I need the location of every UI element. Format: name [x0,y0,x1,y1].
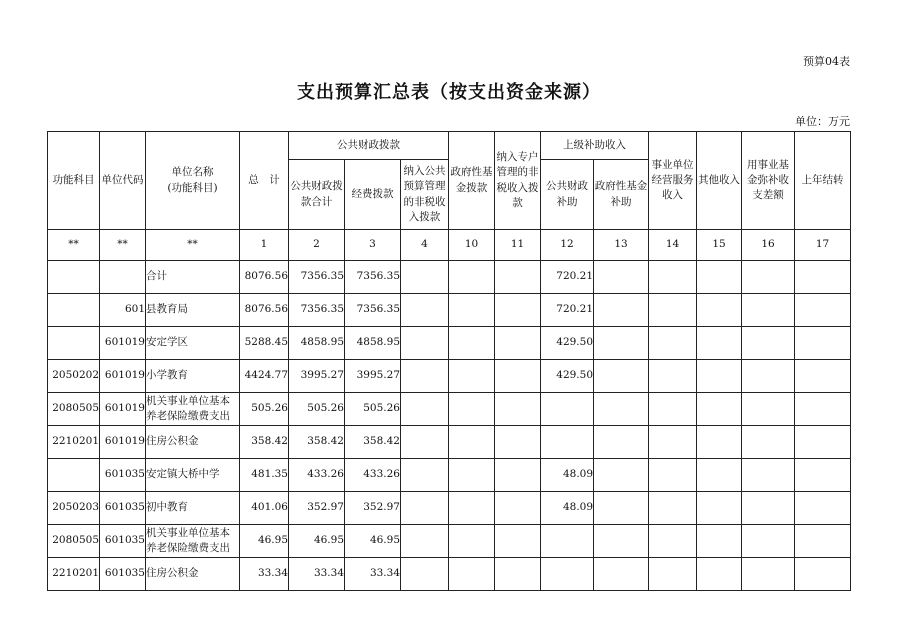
unit-code-cell: 601019 [100,426,146,459]
page-title: 支出预算汇总表（按支出资金来源） [297,82,601,103]
sup-public-cell: 48.09 [541,459,594,492]
gov-fund-cell [449,393,495,426]
func-code-cell [48,327,100,360]
gov-fund-cell [449,525,495,558]
index-row [48,230,851,261]
header-other-income: 其他收入 [697,132,742,230]
gov-fund-cell [449,294,495,327]
reserve-cell [742,492,795,525]
table-row [48,459,851,492]
pf-total-cell: 433.26 [289,459,345,492]
gov-fund-cell [449,426,495,459]
pf-total-cell: 46.95 [289,525,345,558]
other-cell [697,525,742,558]
sup-public-cell [541,525,594,558]
total-cell: 33.34 [240,558,289,591]
reserve-cell [742,426,795,459]
table-row [48,327,851,360]
sup-public-cell: 429.50 [541,327,594,360]
carryover-cell [795,261,851,294]
total-cell: 481.35 [240,459,289,492]
index-cell: ** [48,230,100,261]
func-code-cell: 2050203 [48,492,100,525]
business-cell [649,525,697,558]
carryover-cell [795,393,851,426]
func-code-cell: 2050202 [48,360,100,393]
nontax-special-cell [495,360,541,393]
unit-code-cell: 601035 [100,525,146,558]
total-cell: 5288.45 [240,327,289,360]
table-body [48,230,851,591]
carryover-cell [795,525,851,558]
nontax-special-cell [495,492,541,525]
unit-code-cell [100,261,146,294]
sup-public-cell [541,393,594,426]
unit-code-cell: 601035 [100,558,146,591]
header-total: 总 计 [240,132,289,230]
header-operating: 经费拨款 [345,160,401,230]
header-business-income: 事业单位经营服务收入 [649,132,697,230]
pf-total-cell: 7356.35 [289,294,345,327]
pf-total-cell: 3995.27 [289,360,345,393]
index-cell: 3 [345,230,401,261]
total-cell: 8076.56 [240,261,289,294]
carryover-cell [795,558,851,591]
header-superior-subsidy: 上级补助收入 [541,132,649,160]
nontax-budget-cell [401,393,449,426]
nontax-budget-cell [401,492,449,525]
other-cell [697,426,742,459]
nontax-budget-cell [401,327,449,360]
unit-name-cell: 合计 [146,261,240,294]
unit-code-cell: 601035 [100,459,146,492]
nontax-budget-cell [401,294,449,327]
sup-fund-cell [594,525,649,558]
nontax-budget-cell [401,459,449,492]
table-row [48,360,851,393]
index-cell: 13 [594,230,649,261]
operating-cell: 433.26 [345,459,401,492]
table-row [48,558,851,591]
nontax-special-cell [495,426,541,459]
other-cell [697,327,742,360]
nontax-special-cell [495,327,541,360]
pf-total-cell: 505.26 [289,393,345,426]
reserve-cell [742,558,795,591]
pf-total-cell: 352.97 [289,492,345,525]
business-cell [649,459,697,492]
unit-name-cell: 安定镇大桥中学 [146,459,240,492]
operating-cell: 46.95 [345,525,401,558]
unit-code-cell: 601019 [100,393,146,426]
table-row [48,426,851,459]
operating-cell: 7356.35 [345,294,401,327]
func-code-cell [48,261,100,294]
sup-fund-cell [594,426,649,459]
unit-name-cell: 县教育局 [146,294,240,327]
func-code-cell: 2080505 [48,393,100,426]
sup-fund-cell [594,393,649,426]
index-cell: 10 [449,230,495,261]
business-cell [649,393,697,426]
sup-public-cell: 720.21 [541,261,594,294]
other-cell [697,261,742,294]
sup-public-cell: 429.50 [541,360,594,393]
reserve-cell [742,525,795,558]
nontax-special-cell [495,294,541,327]
total-cell: 401.06 [240,492,289,525]
operating-cell: 33.34 [345,558,401,591]
header-nontax-budget: 纳入公共预算管理的非税收入拨款 [401,160,449,230]
budget-summary-table [47,131,851,591]
header-carryover: 上年结转 [795,132,851,230]
total-cell: 46.95 [240,525,289,558]
carryover-cell [795,426,851,459]
other-cell [697,558,742,591]
business-cell [649,426,697,459]
gov-fund-cell [449,327,495,360]
total-cell: 358.42 [240,426,289,459]
header-unit-name-line1: 单位名称 [171,166,214,179]
unit-name-cell: 机关事业单位基本养老保险缴费支出 [146,393,240,426]
table-row [48,525,851,558]
other-cell [697,360,742,393]
other-cell [697,459,742,492]
sup-fund-cell [594,558,649,591]
table-row [48,492,851,525]
business-cell [649,261,697,294]
sup-fund-cell [594,294,649,327]
sup-public-cell: 48.09 [541,492,594,525]
index-cell: 12 [541,230,594,261]
nontax-budget-cell [401,261,449,294]
nontax-budget-cell [401,426,449,459]
header-gov-fund: 政府性基金拨款 [449,132,495,230]
gov-fund-cell [449,261,495,294]
sup-fund-cell [594,261,649,294]
header-public-finance: 公共财政拨款 [289,132,449,160]
pf-total-cell: 358.42 [289,426,345,459]
other-cell [697,492,742,525]
pf-total-cell: 7356.35 [289,261,345,294]
unit-name-cell: 小学教育 [146,360,240,393]
operating-cell: 352.97 [345,492,401,525]
other-cell [697,393,742,426]
business-cell [649,294,697,327]
index-cell: 1 [240,230,289,261]
sup-fund-cell [594,492,649,525]
operating-cell: 3995.27 [345,360,401,393]
index-cell: 17 [795,230,851,261]
header-unit-name-line2: (功能科目) [167,181,218,194]
pf-total-cell: 33.34 [289,558,345,591]
index-cell: 14 [649,230,697,261]
operating-cell: 7356.35 [345,261,401,294]
reserve-cell [742,393,795,426]
header-nontax-special: 纳入专户管理的非税收入拨款 [495,132,541,230]
index-cell: ** [100,230,146,261]
unit-code-cell: 601019 [100,327,146,360]
header-func-code: 功能科目 [48,132,100,230]
total-cell: 4424.77 [240,360,289,393]
carryover-cell [795,360,851,393]
unit-code-cell: 601 [100,294,146,327]
nontax-special-cell [495,393,541,426]
sup-public-cell [541,426,594,459]
index-cell: 15 [697,230,742,261]
carryover-cell [795,492,851,525]
index-cell: 2 [289,230,345,261]
table-number-label: 预算04表 [803,55,850,68]
unit-code-cell: 601035 [100,492,146,525]
operating-cell: 358.42 [345,426,401,459]
header-unit-code: 单位代码 [100,132,146,230]
unit-name-cell: 安定学区 [146,327,240,360]
carryover-cell [795,459,851,492]
sup-fund-cell [594,327,649,360]
sup-fund-cell [594,459,649,492]
gov-fund-cell [449,459,495,492]
nontax-special-cell [495,459,541,492]
operating-cell: 505.26 [345,393,401,426]
gov-fund-cell [449,558,495,591]
unit-label: 单位：万元 [795,115,850,128]
nontax-budget-cell [401,525,449,558]
carryover-cell [795,294,851,327]
business-cell [649,558,697,591]
gov-fund-cell [449,492,495,525]
sup-fund-cell [594,360,649,393]
reserve-cell [742,294,795,327]
index-cell: 16 [742,230,795,261]
nontax-budget-cell [401,558,449,591]
index-cell: 11 [495,230,541,261]
func-code-cell: 2210201 [48,426,100,459]
func-code-cell: 2210201 [48,558,100,591]
func-code-cell: 2080505 [48,525,100,558]
header-reserve-fund: 用事业基金弥补收支差额 [742,132,795,230]
reserve-cell [742,261,795,294]
func-code-cell [48,294,100,327]
header-sup-fund: 政府性基金补助 [594,160,649,230]
unit-name-cell: 初中教育 [146,492,240,525]
header-sup-public: 公共财政补助 [541,160,594,230]
unit-name-cell: 住房公积金 [146,426,240,459]
nontax-special-cell [495,558,541,591]
table-header [48,132,851,230]
total-cell: 505.26 [240,393,289,426]
func-code-cell [48,459,100,492]
header-unit-name [146,132,240,230]
index-cell: 4 [401,230,449,261]
sup-public-cell: 720.21 [541,294,594,327]
unit-name-cell: 住房公积金 [146,558,240,591]
table-row [48,261,851,294]
nontax-special-cell [495,525,541,558]
table-row [48,393,851,426]
index-cell: ** [146,230,240,261]
total-cell: 8076.56 [240,294,289,327]
other-cell [697,294,742,327]
nontax-special-cell [495,261,541,294]
nontax-budget-cell [401,360,449,393]
operating-cell: 4858.95 [345,327,401,360]
header-pf-total: 公共财政拨款合计 [289,160,345,230]
carryover-cell [795,327,851,360]
business-cell [649,360,697,393]
reserve-cell [742,360,795,393]
pf-total-cell: 4858.95 [289,327,345,360]
unit-code-cell: 601019 [100,360,146,393]
sup-public-cell [541,558,594,591]
unit-name-cell: 机关事业单位基本养老保险缴费支出 [146,525,240,558]
table-row [48,294,851,327]
reserve-cell [742,459,795,492]
gov-fund-cell [449,360,495,393]
reserve-cell [742,327,795,360]
business-cell [649,327,697,360]
business-cell [649,492,697,525]
